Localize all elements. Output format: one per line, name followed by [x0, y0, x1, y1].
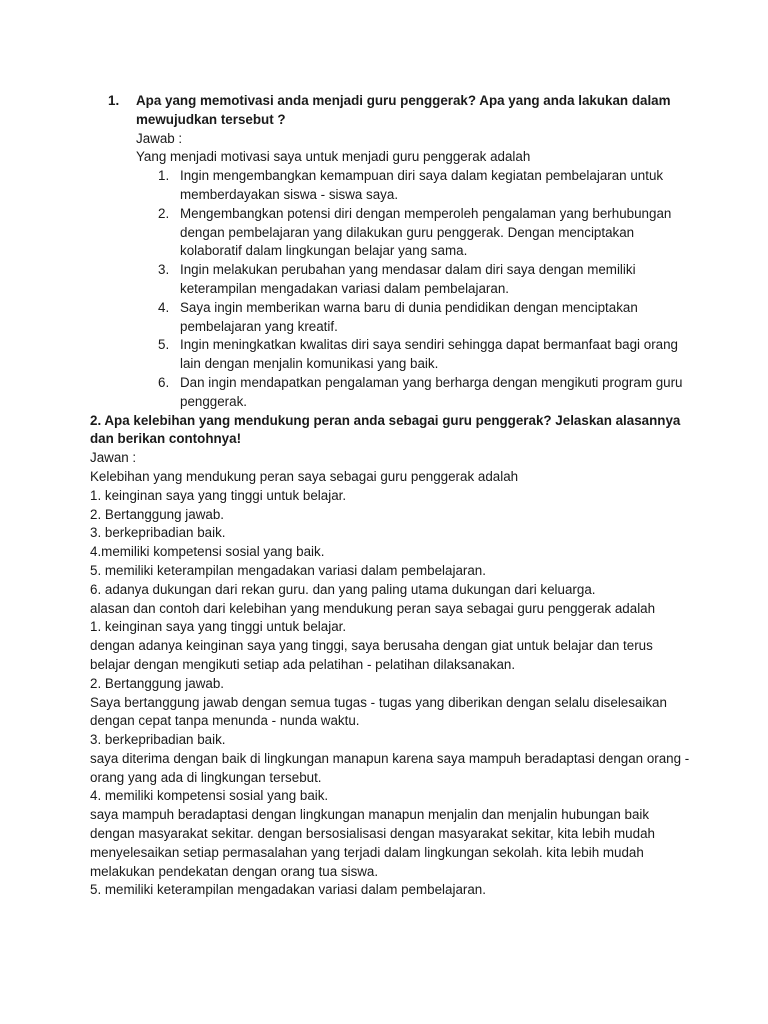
list-item-number: 6.	[158, 374, 170, 390]
explanation-text: saya mampuh beradaptasi dengan lingkungan manapun menjalin dan menjalin hubungan baik dengan masyarakat sekitar. dengan bersosialisasi dengan masyarakat sekitar, kita lebih mudah menyelesaikan setiap permasalahan yang terjadi dalam lingkungan sekolah. kita lebih mudah melakukan pendekatan dengan orang tua siswa.	[90, 807, 655, 879]
question-1	[90, 92, 690, 412]
question-2	[90, 412, 690, 901]
list-item-number: 1.	[158, 168, 170, 184]
explanation-text: saya diterima dengan baik di lingkungan manapun karena saya mampuh beradaptasi dengan orang - orang yang ada di lingkungan tersebut.	[90, 750, 690, 785]
explanation-heading: 3. berkepribadian baik.	[90, 732, 226, 748]
document-body	[90, 92, 690, 900]
list-item: 2. Bertanggung jawab.	[90, 506, 225, 522]
question-1-intro: Yang menjadi motivasi saya untuk menjadi guru penggerak adalah	[136, 149, 531, 165]
explanation-text: dengan adanya keinginan saya yang tinggi, saya berusaha dengan giat untuk belajar dan terus belajar dengan mengikuti setiap ada pelatihan - pelatihan dilaksanakan.	[90, 638, 653, 672]
explanation-heading: 4. memiliki kompetensi sosial yang baik.	[90, 788, 329, 804]
motivation-list	[136, 167, 690, 411]
list-item-number: 2.	[158, 205, 170, 221]
explanation-text: Saya bertanggung jawab dengan semua tugas - tugas yang diberikan dengan selalu diselesaikan dengan cepat tanpa menunda - nunda waktu.	[90, 694, 667, 729]
question-1-answer-label: Jawab :	[136, 130, 183, 146]
list-item	[136, 167, 690, 205]
strengths-list	[90, 487, 690, 600]
list-item	[136, 205, 690, 261]
question-2-title: 2. Apa kelebihan yang mendukung peran anda sebagai guru penggerak? Jelaskan alasannya dan berikan contohnya!	[90, 412, 681, 447]
alasan-intro: alasan dan contoh dari kelebihan yang mendukung peran saya sebagai guru penggerak adalah	[90, 600, 656, 616]
question-1-number: 1.	[108, 93, 120, 108]
list-item-number: 3.	[158, 262, 170, 278]
list-item: 3. berkepribadian baik.	[90, 525, 226, 541]
question-1-title: Apa yang memotivasi anda menjadi guru penggerak? Apa yang anda lakukan dalam mewujudkan tersebut ?	[136, 93, 671, 127]
question-2-answer-label: Jawan :	[90, 450, 137, 466]
list-item-number: 5.	[158, 337, 170, 353]
explanation-heading: 2. Bertanggung jawab.	[90, 675, 225, 691]
list-item-text: Saya ingin memberikan warna baru di dunia pendidikan dengan menciptakan pembelajaran yang kreatif.	[180, 299, 638, 334]
list-item: 1. keinginan saya yang tinggi untuk belajar.	[90, 487, 347, 503]
list-item	[136, 299, 690, 337]
list-item-text: Ingin meningkatkan kwalitas diri saya sendiri sehingga dapat bermanfaat bagi orang lain dengan menjalin komunikasi yang baik.	[180, 337, 678, 372]
list-item	[136, 374, 690, 412]
last-line: 5. memiliki keterampilan mengadakan variasi dalam pembelajaran.	[90, 882, 486, 898]
list-item	[136, 336, 690, 374]
list-item: 6. adanya dukungan dari rekan guru. dan yang paling utama dukungan dari keluarga.	[90, 581, 596, 597]
list-item: 5. memiliki keterampilan mengadakan variasi dalam pembelajaran.	[90, 562, 486, 578]
list-item-text: Ingin melakukan perubahan yang mendasar dalam diri saya dengan memiliki keterampilan mengadakan variasi dalam pembelajaran.	[180, 262, 636, 296]
list-item-number: 4.	[158, 299, 170, 315]
question-2-intro: Kelebihan yang mendukung peran saya sebagai guru penggerak adalah	[90, 468, 519, 484]
list-item-text: Dan ingin mendapatkan pengalaman yang berharga dengan mengikuti program guru penggerak.	[180, 374, 683, 409]
list-item	[136, 261, 690, 299]
list-item-text: Ingin mengembangkan kemampuan diri saya dalam kegiatan pembelajaran untuk memberdayakan siswa - siswa saya.	[180, 168, 664, 202]
list-item-text: Mengembangkan potensi diri dengan memperoleh pengalaman yang berhubungan dengan pembelajaran yang dilakukan guru penggerak. Dengan menciptakan kolaboratif dalam lingkungan belajar yang sama.	[180, 205, 672, 259]
list-item: 4.memiliki kompetensi sosial yang baik.	[90, 544, 325, 560]
explanation-heading: 1. keinginan saya yang tinggi untuk belajar.	[90, 619, 347, 635]
